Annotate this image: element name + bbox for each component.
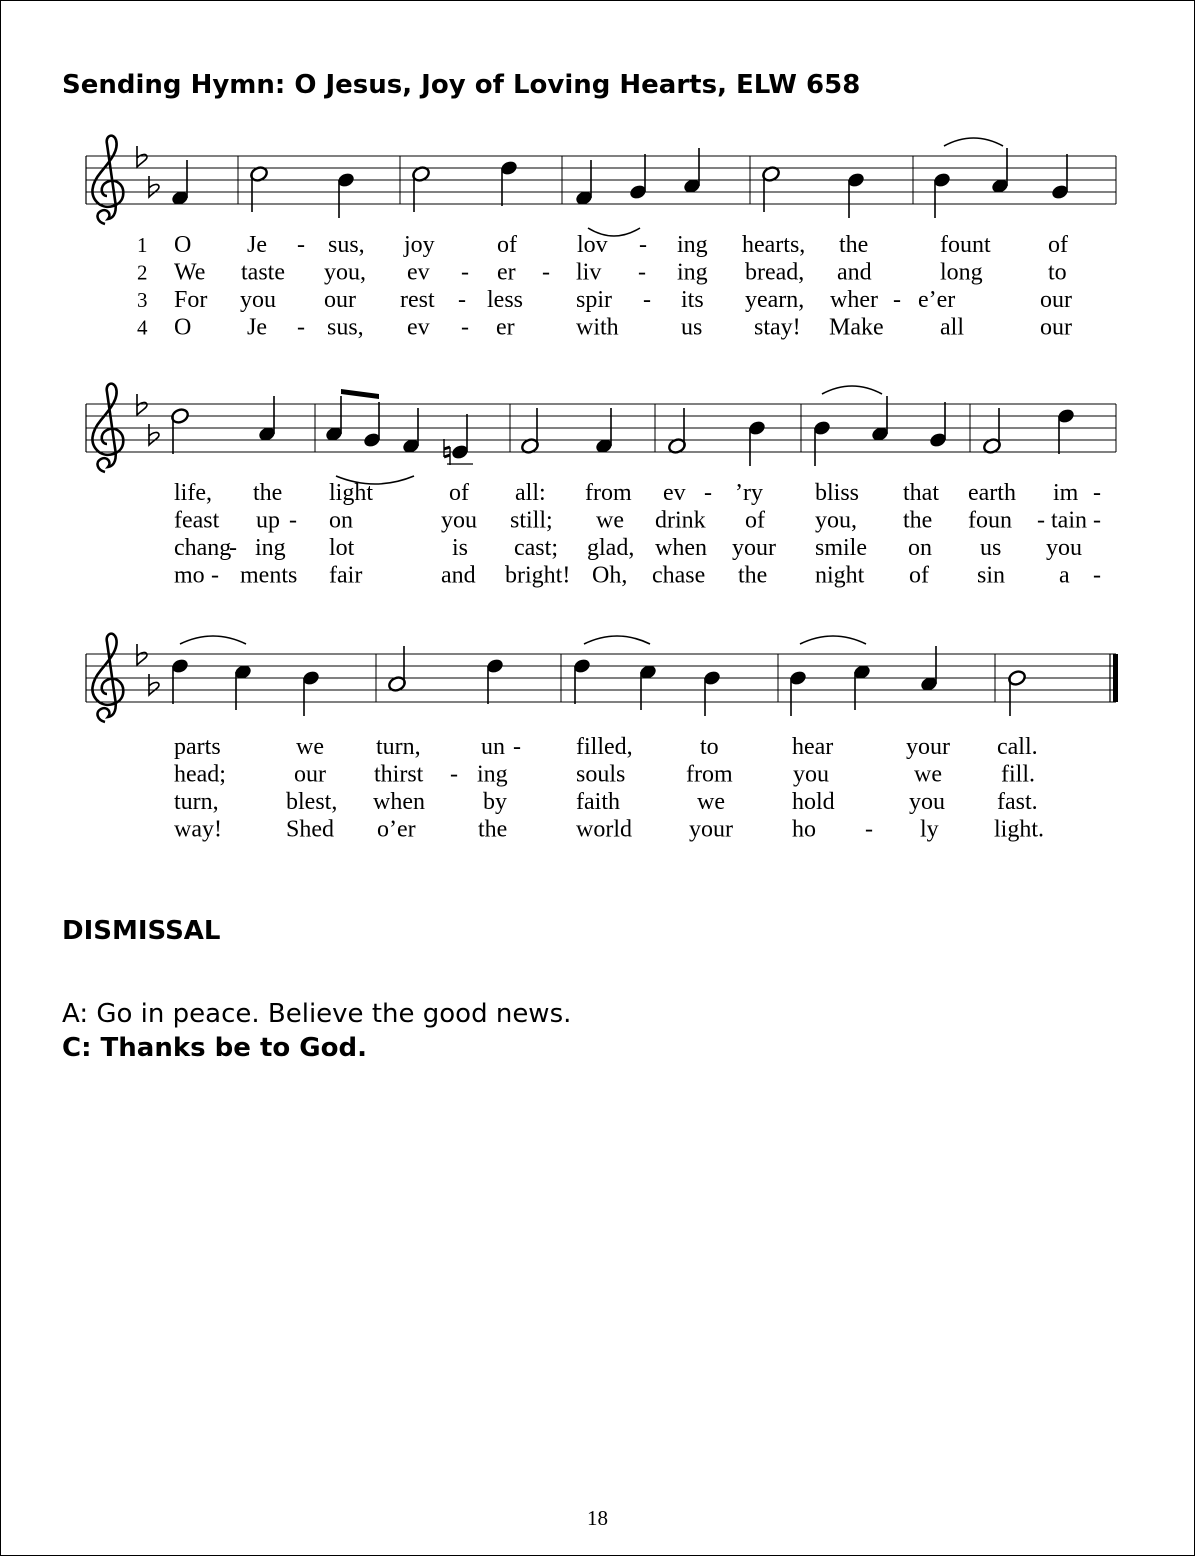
lyric-syllable: the [839, 232, 869, 258]
lyric-syllable: o’er [377, 816, 416, 843]
lyric-syllable: we [296, 734, 324, 760]
lyric-syllable: is [452, 535, 469, 561]
lyric-syllable: and [441, 562, 476, 589]
lyric-syllable: you [240, 287, 276, 313]
lyric-syllable: blest, [286, 789, 338, 815]
lyric-syllable: - [450, 761, 458, 788]
lyric-syllable: call. [997, 734, 1038, 760]
flat-icon [149, 674, 159, 695]
lyric-syllable: hold [792, 789, 835, 815]
slur [944, 138, 1003, 146]
lyric-syllable: up [256, 507, 280, 534]
lyric-syllable: e’er [918, 287, 956, 313]
lyric-syllable: world [576, 816, 632, 843]
lyric-syllable: Je [247, 232, 267, 258]
lyric-syllable: - [542, 259, 550, 286]
lyric-syllable: the [738, 562, 768, 589]
lyric-syllable: - [1093, 562, 1101, 589]
flat-path [149, 674, 159, 695]
verse-number: 4 [137, 315, 148, 340]
lyric-syllable: - [229, 535, 237, 561]
lyric-syllable: ’ry [735, 480, 763, 506]
lyric-syllable: turn, [174, 789, 219, 815]
lyric-syllable: lot [329, 535, 355, 561]
lyric-syllable: we [914, 761, 942, 788]
verse-number: 3 [137, 288, 148, 312]
lyric-syllable: bliss [815, 480, 860, 506]
lyric-syllable: earth [968, 480, 1016, 506]
lyric-syllable: feast [174, 507, 220, 534]
lyric-syllable: ev [407, 314, 430, 341]
lyric-syllable: mo [174, 562, 205, 589]
dismissal-title: DISMISSAL [62, 916, 221, 946]
lyric-syllable: all [940, 314, 964, 341]
lyric-syllable: er [497, 259, 516, 286]
lyric-syllable: O [174, 314, 192, 341]
lyric-syllable: the [253, 480, 283, 506]
lyric-syllable: smile [815, 535, 867, 561]
lyric-syllable: - [639, 232, 647, 258]
lyric-syllable: ing [677, 232, 708, 258]
lyric-syllable: un [481, 734, 505, 760]
lyric-syllable: foun [968, 507, 1012, 534]
lyric-syllable: yearn, [745, 287, 805, 313]
lyric-syllable: spir [576, 287, 612, 313]
lyric-syllable: - [1093, 480, 1101, 506]
lyric-syllable: glad, [587, 535, 635, 561]
lyric-syllable: of [449, 480, 469, 506]
lyric-syllable: For [174, 287, 208, 313]
lyric-syllable: by [483, 789, 507, 815]
lyric-syllable: all: [515, 480, 546, 506]
lyric-syllable: ing [677, 259, 708, 286]
lyric-syllable: us [681, 314, 703, 341]
lyric-syllable: you [441, 507, 477, 534]
lyric-syllable: - [704, 480, 712, 506]
lyric-syllable: chang [174, 535, 232, 561]
lyric-syllable: ev [407, 259, 430, 286]
lyric-syllable: sus, [327, 314, 364, 341]
lyric-syllable: hear [792, 734, 834, 760]
lyric-syllable: of [745, 507, 765, 534]
lyric-syllable: - [1093, 507, 1101, 534]
lyric-syllable: fill. [1001, 761, 1035, 788]
slur [800, 636, 866, 644]
lyric-syllable: - [458, 287, 466, 313]
lyric-syllable: and [837, 259, 872, 286]
lyric-syllable: - [297, 232, 305, 258]
lyric-syllable: rest [400, 287, 435, 313]
lyric-syllable: from [585, 480, 632, 506]
congregation-response: C: Thanks be to God. [62, 1033, 367, 1063]
hymn-title: Sending Hymn: O Jesus, Joy of Loving Hearts, ELW 658 [62, 70, 861, 100]
lyric-syllable: ing [477, 761, 508, 788]
flat-icon [149, 424, 159, 445]
lyric-syllable: taste [241, 259, 285, 286]
lyric-syllable: ments [240, 562, 298, 589]
lyric-syllable: long [940, 259, 983, 286]
lyric-syllable: sus, [328, 232, 365, 258]
lyric-syllable: you [909, 789, 945, 815]
lyric-syllable: - [638, 259, 646, 286]
natural-sign [444, 447, 450, 449]
lyric-syllable: your [906, 734, 950, 760]
lyric-syllable: bright! [505, 562, 571, 589]
lyric-syllable: of [497, 232, 517, 258]
lyric-syllable: when [655, 535, 707, 561]
hymn-lyrics [137, 232, 1101, 843]
lyric-syllable: you, [815, 507, 857, 534]
lyric-syllable: when [373, 789, 425, 815]
staff-notation [86, 136, 1118, 722]
slur [180, 636, 246, 644]
lyric-syllable: - [211, 562, 219, 589]
lyric-syllable: its [681, 287, 704, 313]
lyric-syllable: our [294, 761, 326, 788]
slur [584, 636, 650, 644]
lyric-syllable: light. [994, 816, 1045, 843]
lyric-syllable: Make [829, 314, 884, 341]
lyric-syllable: - [289, 507, 297, 534]
page-number: 18 [587, 1506, 608, 1530]
lyric-syllable: on [329, 507, 353, 534]
lyric-syllable: thirst [374, 761, 424, 788]
lyric-syllable: - [461, 314, 469, 341]
lyric-syllable: head; [174, 761, 226, 788]
lyric-syllable: - [1037, 507, 1045, 534]
eighth-beam [341, 389, 379, 399]
lyric-syllable: ev [663, 480, 686, 506]
lyric-syllable: filled, [576, 734, 633, 760]
lyric-syllable: joy [404, 232, 435, 258]
lyric-syllable: stay! [754, 314, 801, 341]
lyric-syllable: - [643, 287, 651, 313]
lyric-syllable: liv [576, 259, 602, 286]
lyric-syllable: souls [576, 761, 626, 788]
lyric-syllable: Je [247, 314, 267, 341]
lyric-syllable: fair [329, 562, 363, 589]
lyric-syllable: us [980, 535, 1002, 561]
lyric-syllable: life, [174, 480, 212, 506]
lyric-syllable: Oh, [592, 562, 628, 589]
lyric-syllable: our [1040, 314, 1072, 341]
lyric-syllable: faith [576, 789, 620, 815]
lyric-syllable: wher [830, 287, 878, 313]
lyric-syllable: that [903, 480, 939, 506]
lyric-syllable: - [893, 287, 901, 313]
lyric-syllable: less [487, 287, 523, 313]
lyric-syllable: of [909, 562, 929, 589]
lyric-syllable: you [793, 761, 829, 788]
lyric-syllable: parts [174, 734, 221, 760]
lyric-syllable: our [1040, 287, 1072, 313]
lyric-syllable: hearts, [742, 232, 806, 258]
lyric-syllable: tain [1051, 507, 1087, 534]
lyric-syllable: still; [510, 507, 553, 534]
lyric-syllable: you, [324, 259, 366, 286]
flat-path [149, 176, 159, 197]
lyric-syllable: ing [255, 535, 286, 561]
lyric-syllable: the [903, 507, 933, 534]
lyric-syllable: turn, [376, 734, 421, 760]
lyric-syllable: im [1053, 480, 1079, 506]
lyric-syllable: O [174, 232, 192, 258]
lyric-syllable: of [1048, 232, 1068, 258]
lyric-syllable: fast. [997, 789, 1038, 815]
lyric-syllable: sin [977, 562, 1006, 589]
lyric-syllable: ly [920, 816, 939, 843]
lyric-syllable: lov [577, 232, 608, 258]
lyric-syllable: light [329, 480, 374, 506]
lyric-syllable: We [174, 259, 206, 286]
lyric-syllable: chase [652, 562, 706, 589]
lyric-syllable: on [908, 535, 932, 561]
lyric-syllable: the [478, 816, 508, 843]
lyric-syllable: we [697, 789, 725, 815]
flat-path [149, 424, 159, 445]
natural-sign [444, 455, 450, 457]
lyric-syllable: er [496, 314, 515, 341]
lyric-syllable: way! [174, 816, 222, 843]
lyric-syllable: fount [940, 232, 991, 258]
slur [822, 386, 882, 394]
lyric-syllable: to [700, 734, 719, 760]
lyric-syllable: Shed [286, 816, 334, 843]
lyric-syllable: - [461, 259, 469, 286]
lyric-syllable: from [686, 761, 733, 788]
leader-line: A: Go in peace. Believe the good news. [62, 999, 572, 1029]
lyric-syllable: night [815, 562, 865, 589]
lyric-syllable: your [689, 816, 733, 843]
lyric-syllable: you [1046, 535, 1082, 561]
verse-number: 1 [137, 233, 148, 257]
lyric-syllable: drink [655, 507, 706, 534]
lyric-syllable: our [324, 287, 356, 313]
lyric-syllable: - [297, 314, 305, 341]
verse-number: 2 [137, 260, 148, 285]
lyric-syllable: your [732, 535, 776, 561]
lyric-syllable: we [596, 507, 624, 534]
lyric-syllable: - [865, 816, 873, 843]
flat-icon [149, 176, 159, 197]
lyric-syllable: bread, [745, 259, 805, 286]
lyric-syllable: to [1048, 259, 1067, 286]
lyric-syllable: with [576, 314, 619, 341]
lyric-syllable: cast; [514, 535, 558, 561]
lyric-syllable: a [1059, 562, 1070, 589]
lyric-syllable: - [513, 734, 521, 760]
final-barline [1113, 654, 1118, 702]
lyric-syllable: ho [792, 816, 816, 843]
